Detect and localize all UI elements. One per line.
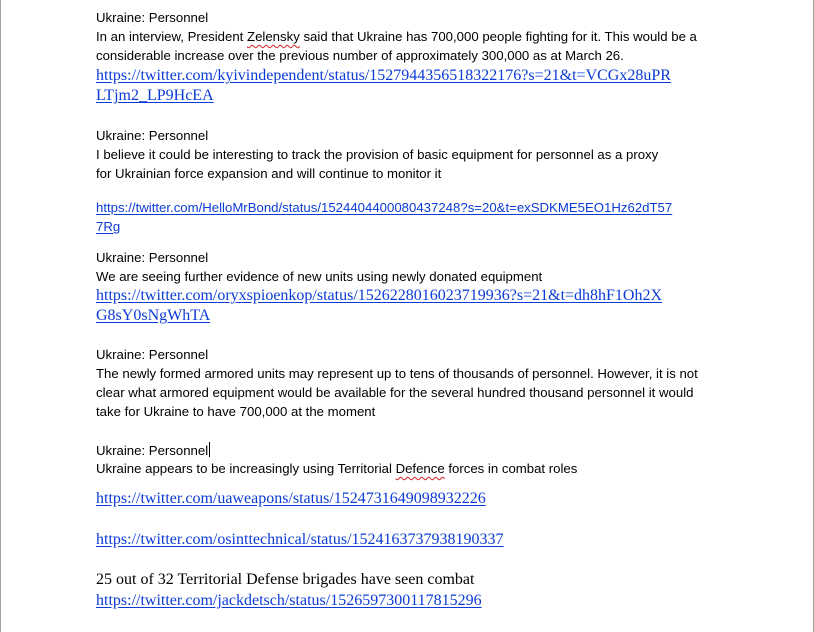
section-heading: Ukraine: Personnel — [96, 10, 209, 25]
section-heading: Ukraine: Personnel — [96, 250, 209, 265]
body-line: We are seeing further evidence of new units using newly donated equipment — [96, 269, 543, 284]
body-line: take for Ukraine to have 700,000 at the moment — [96, 404, 376, 419]
body-line: for Ukrainian force expansion and will continue to monitor it — [96, 166, 442, 181]
tweet-link[interactable]: https://twitter.com/jackdetsch/status/1526597300117815296 — [96, 592, 482, 609]
tweet-link[interactable]: https://twitter.com/oryxspioenkop/status/1526228016023719936?s=21&t=dh8hF1Oh2X — [96, 287, 663, 304]
tweet-link[interactable]: https://twitter.com/HelloMrBond/status/1524404400080437248?s=20&t=exSDKME5EO1Hz62dT57 — [96, 200, 673, 215]
body-line: clear what armored equipment would be available for the several hundred thousand personnel it would — [96, 385, 694, 400]
section-heading: Ukraine: Personnel — [96, 347, 209, 362]
tweet-link[interactable]: https://twitter.com/kyivindependent/status/1527944356518322176?s=21&t=VCGx28uPR — [96, 67, 671, 84]
body-line: considerable increase over the previous number of approximately 300,000 as at March 26. — [96, 48, 624, 63]
text-cursor — [209, 442, 210, 457]
body-text: In an interview, President — [96, 29, 248, 44]
page-left-edge — [0, 0, 1, 632]
tweet-link-continued[interactable]: LTjm2_LP9HcEA — [96, 87, 214, 104]
section-heading: Ukraine: Personnel — [96, 128, 209, 143]
section-heading-with-cursor — [96, 441, 210, 460]
body-line: The newly formed armored units may represent up to tens of thousands of personnel. However, it is not — [96, 366, 698, 381]
section-heading: Ukraine: Personnel — [96, 443, 209, 458]
body-text: said that Ukraine has 700,000 people fighting for it. This would be a — [299, 29, 697, 44]
body-text: Ukraine appears to be increasingly using Territorial — [96, 461, 396, 476]
spelling-flagged-word[interactable]: Defence — [395, 461, 445, 476]
tweet-link-continued[interactable]: G8sY0sNgWhTA — [96, 307, 211, 324]
body-text: forces in combat roles — [444, 461, 578, 476]
body-line — [96, 459, 577, 478]
tweet-link[interactable]: https://twitter.com/osinttechnical/status/1524163737938190337 — [96, 531, 504, 548]
note-text: 25 out of 32 Territorial Defense brigades have seen combat — [96, 571, 475, 588]
body-line — [96, 27, 697, 46]
tweet-link-continued[interactable]: 7Rg — [96, 219, 121, 234]
spelling-flagged-word[interactable]: Zelensky — [247, 29, 300, 44]
tweet-link[interactable]: https://twitter.com/uaweapons/status/1524731649098932226 — [96, 490, 486, 507]
body-line: I believe it could be interesting to track the provision of basic equipment for personnel as a proxy — [96, 147, 659, 162]
